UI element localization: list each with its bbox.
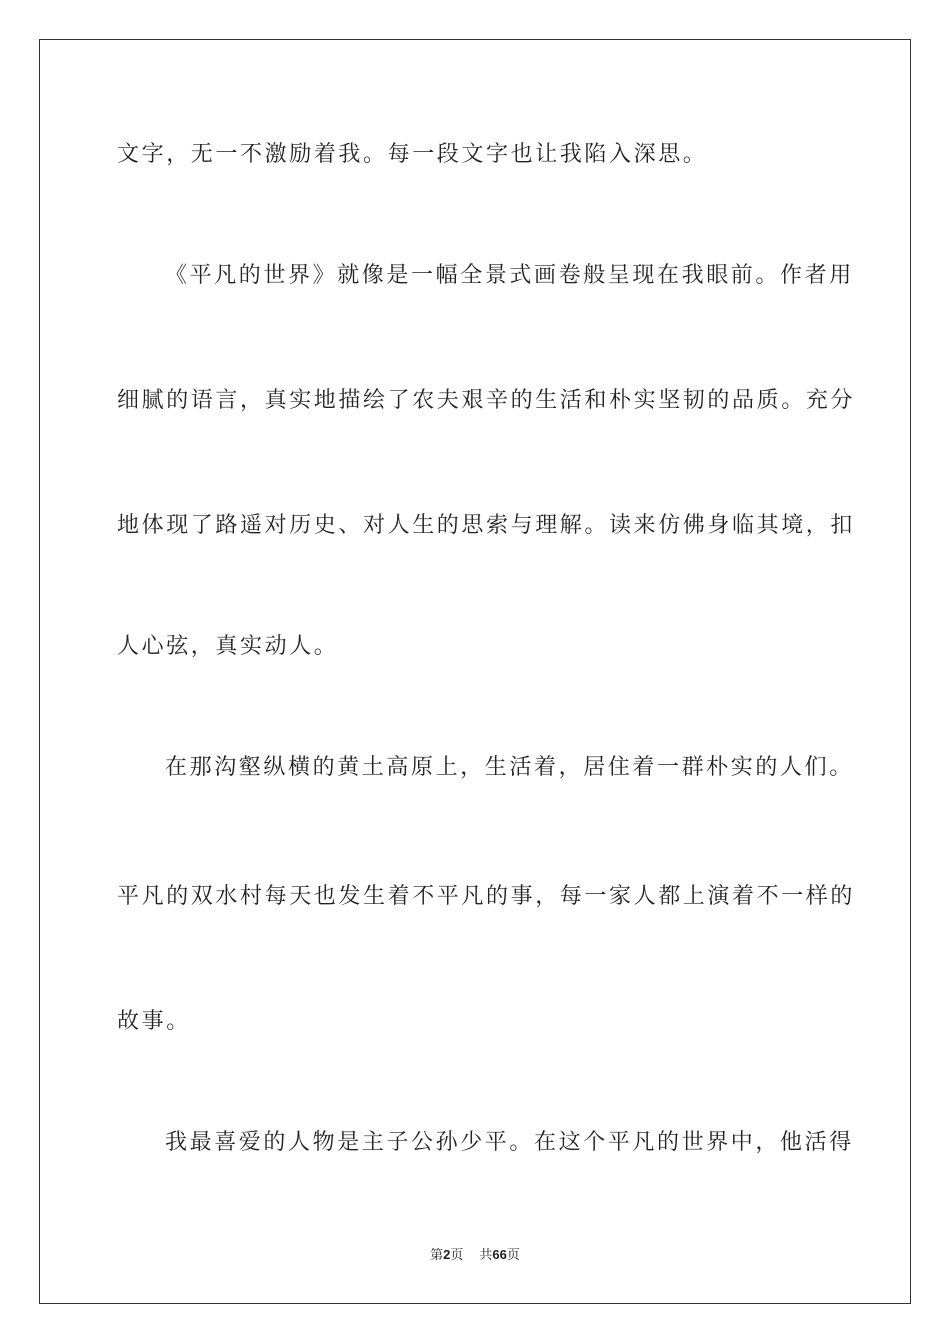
page-number: 2 <box>443 1247 451 1262</box>
total-pages: 66 <box>492 1247 507 1262</box>
text-line: 细腻的语言，真实地描绘了农夫艰辛的生活和朴实坚韧的品质。充分 <box>117 388 856 413</box>
text-line: 我最喜爱的人物是主子公孙少平。在这个平凡的世界中，他活得 <box>165 1130 854 1155</box>
text-line: 平凡的双水村每天也发生着不平凡的事，每一家人都上演着不一样的 <box>117 884 856 909</box>
total-prefix: 共 <box>479 1248 493 1263</box>
text-line: 故事。 <box>117 1009 191 1034</box>
page-suffix: 页 <box>450 1248 464 1263</box>
total-suffix: 页 <box>506 1248 520 1263</box>
page-prefix: 第 <box>430 1248 444 1263</box>
text-line: 地体现了路遥对历史、对人生的思索与理解。读来仿佛身临其境，扣 <box>117 513 856 538</box>
text-line: 人心弦，真实动人。 <box>117 634 339 659</box>
text-line: 《平凡的世界》就像是一幅全景式画卷般呈现在我眼前。作者用 <box>165 263 854 288</box>
page-footer <box>40 1246 910 1265</box>
text-line: 文字，无一不激励着我。每一段文字也让我陷入深思。 <box>117 142 708 167</box>
text-line: 在那沟壑纵横的黄土高原上，生活着，居住着一群朴实的人们。 <box>165 755 854 780</box>
document-page <box>39 39 911 1304</box>
